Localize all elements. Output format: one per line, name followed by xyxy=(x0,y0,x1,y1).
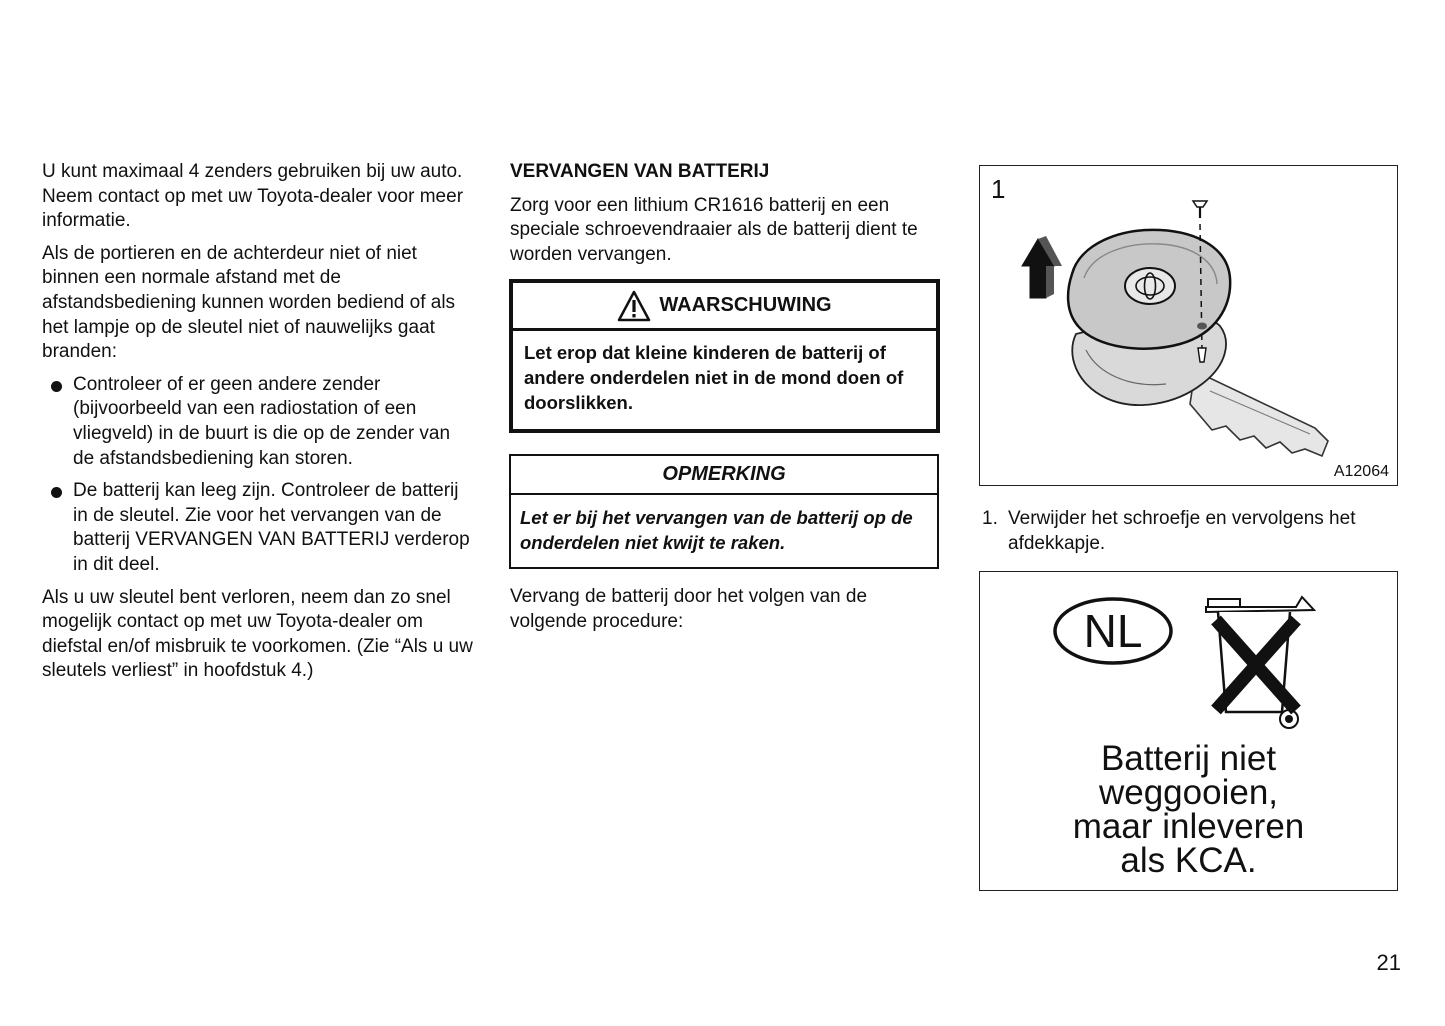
crossed-bin-icon xyxy=(1206,597,1314,728)
range-problem-paragraph: Als de portieren en de achterdeur niet of niet binnen een normale afstand met de afstandsbediening kunnen worden bediend of als het lampje op de sleutel niet of nauwelijks gaat branden: xyxy=(42,242,456,363)
note-text: Let er bij het vervangen van de batterij op de onderdelen niet kwijt te raken. xyxy=(520,507,913,553)
procedure-paragraph: Vervang de batterij door het volgen van de volgende procedure: xyxy=(510,586,868,632)
page-number: 21 xyxy=(1376,950,1401,975)
bullet-icon xyxy=(51,381,62,392)
step-text: Verwijder het schroefje en vervolgens het afdekkapje. xyxy=(1008,508,1356,554)
intro-paragraph: U kunt maximaal 4 zenders gebruiken bij uw auto. Neem contact op met uw Toyota-dealer voor meer informatie. xyxy=(42,161,464,232)
disposal-line: Batterij niet xyxy=(1100,739,1277,778)
bullet-text: De batterij kan leeg zijn. Controleer de batterij in de sleutel. Zie voor het vervangen van de batterij VERVANGEN VAN BATTERIJ verderop in dit deel. xyxy=(73,480,470,575)
warning-triangle-icon xyxy=(617,290,651,322)
step-item xyxy=(982,507,1402,556)
bullet-icon xyxy=(51,487,62,498)
disposal-line: weggooien, xyxy=(1098,773,1279,812)
disposal-notice xyxy=(979,571,1398,891)
disposal-text xyxy=(980,739,1397,880)
disposal-line: als KCA. xyxy=(1120,841,1257,880)
warning-title: WAARSCHUWING xyxy=(659,294,832,316)
warning-box xyxy=(509,279,940,433)
section-heading: VERVANGEN VAN BATTERIJ xyxy=(510,161,770,182)
step-number: 1. xyxy=(982,508,998,529)
bullet-text: Controleer of er geen andere zender (bijvoorbeeld van een radiostation of een vliegveld) in de buurt is die op de zender van de afstandsbediening kan storen. xyxy=(73,373,451,469)
figure-number: 1 xyxy=(991,174,1006,204)
lost-key-paragraph: Als u uw sleutel bent verloren, neem dan zo snel mogelijk contact op met uw Toyota-dealer om diefstal en/of misbruik te voorkomen. (Zie “Als u uw sleutels verliest” in hoofdstuk 4.) xyxy=(42,586,473,682)
key-illustration xyxy=(979,165,1398,486)
note-title: OPMERKING xyxy=(511,456,937,495)
left-column xyxy=(42,160,474,692)
disposal-line: maar inleveren xyxy=(1072,807,1305,846)
battery-intro: Zorg voor een lithium CR1616 batterij en een speciale schroevendraaier als de batterij dient te worden vervangen. xyxy=(510,194,918,265)
list-item xyxy=(42,373,474,471)
note-box xyxy=(509,454,939,569)
middle-column xyxy=(510,160,942,267)
warning-header xyxy=(513,283,936,331)
key-cover-illustration xyxy=(980,166,1397,485)
list-item xyxy=(42,479,474,577)
figure-code: A12064 xyxy=(1333,463,1389,480)
country-oval-badge xyxy=(1055,599,1171,663)
country-code: NL xyxy=(1083,605,1143,657)
warning-text: Let erop dat kleine kinderen de batterij of andere onderdelen niet in de mond doen of doorslikken. xyxy=(524,342,904,413)
